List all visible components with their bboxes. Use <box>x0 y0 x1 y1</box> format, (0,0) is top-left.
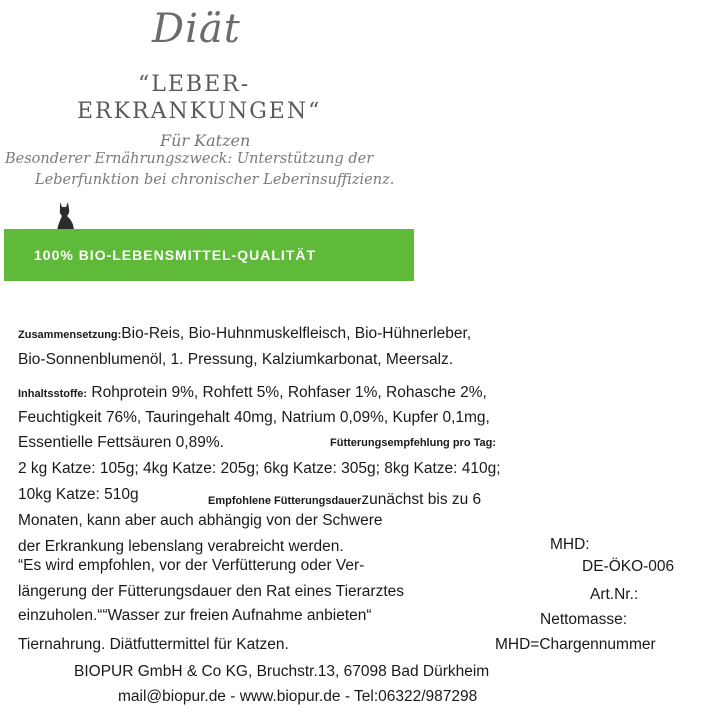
company-address: BIOPUR GmbH & Co KG, Bruchstr.13, 67098 Bad Dürkheim <box>74 663 490 680</box>
advice-line3: einzuholen.““Wasser zur freien Aufnahme anbieten“ <box>18 607 372 624</box>
duration-line2: Monaten, kann aber auch abhängig von der Schwere <box>18 512 383 529</box>
purpose-line1: Besonderer Ernährungszweck: Unterstützung der <box>5 151 374 167</box>
ingredients-line1 <box>18 384 487 402</box>
eco-code: DE-ÖKO-006 <box>582 558 675 575</box>
duration-label: Empfohlene Fütterungsdauer <box>208 495 362 507</box>
duration-line3: der Erkrankung lebenslang verabreicht werden. <box>18 538 344 555</box>
composition-line1 <box>18 325 471 343</box>
feeding-label: Fütterungsempfehlung pro Tag: <box>330 437 497 449</box>
ingredients-line2: Feuchtigkeit 76%, Tauringehalt 40mg, Natrium 0,09%, Kupfer 0,1mg, <box>18 409 490 426</box>
duration-text1: zunächst bis zu 6 <box>361 491 482 508</box>
product-title-line1: “LEBER- <box>138 72 251 97</box>
mhd-label: MHD: <box>550 536 590 553</box>
feeding-line2: 10kg Katze: 510g <box>18 486 139 503</box>
advice-line2: längerung der Fütterungsdauer den Rat eines Tierarztes <box>18 583 405 600</box>
purpose-line2: Leberfunktion bei chronischer Leberinsuffizienz. <box>35 172 395 188</box>
article-number-label: Art.Nr.: <box>590 586 639 603</box>
ingredients-label: Inhaltsstoffe: <box>18 388 88 400</box>
net-mass-label: Nettomasse: <box>540 611 628 628</box>
quality-banner <box>4 229 414 281</box>
composition-label: Zusammensetzung: <box>18 329 122 341</box>
mhd-charge: MHD=Chargennummer <box>495 636 656 653</box>
contact-info: mail@biopur.de - www.biopur.de - Tel:06322/987298 <box>118 688 478 705</box>
product-type: Tiernahrung. Diätfuttermittel für Katzen. <box>18 636 289 653</box>
advice-line1: “Es wird empfohlen, vor der Verfütterung oder Ver- <box>18 557 365 574</box>
ingredients-text1: Rohprotein 9%, Rohfett 5%, Rohfaser 1%, Rohasche 2%, <box>91 384 487 401</box>
composition-text1: Bio-Reis, Bio-Huhnmuskelfleisch, Bio-Hühnerleber, <box>121 325 472 342</box>
product-title-line2: ERKRANKUNGEN“ <box>77 99 322 124</box>
composition-line2: Bio-Sonnenblumenöl, 1. Pressung, Kalziumkarbonat, Meersalz. <box>18 351 454 368</box>
product-subtitle: Für Katzen <box>160 131 251 150</box>
duration-line1 <box>208 491 481 509</box>
feeding-line1: 2 kg Katze: 105g; 4kg Katze: 205g; 6kg Katze: 305g; 8kg Katze: 410g; <box>18 460 501 477</box>
quality-banner-text: 100% BIO-LEBENSMITTEL-QUALITÄT <box>34 247 317 263</box>
brand-title: Diät <box>152 6 241 52</box>
ingredients-line3: Essentielle Fettsäuren 0,89%. <box>18 434 224 451</box>
